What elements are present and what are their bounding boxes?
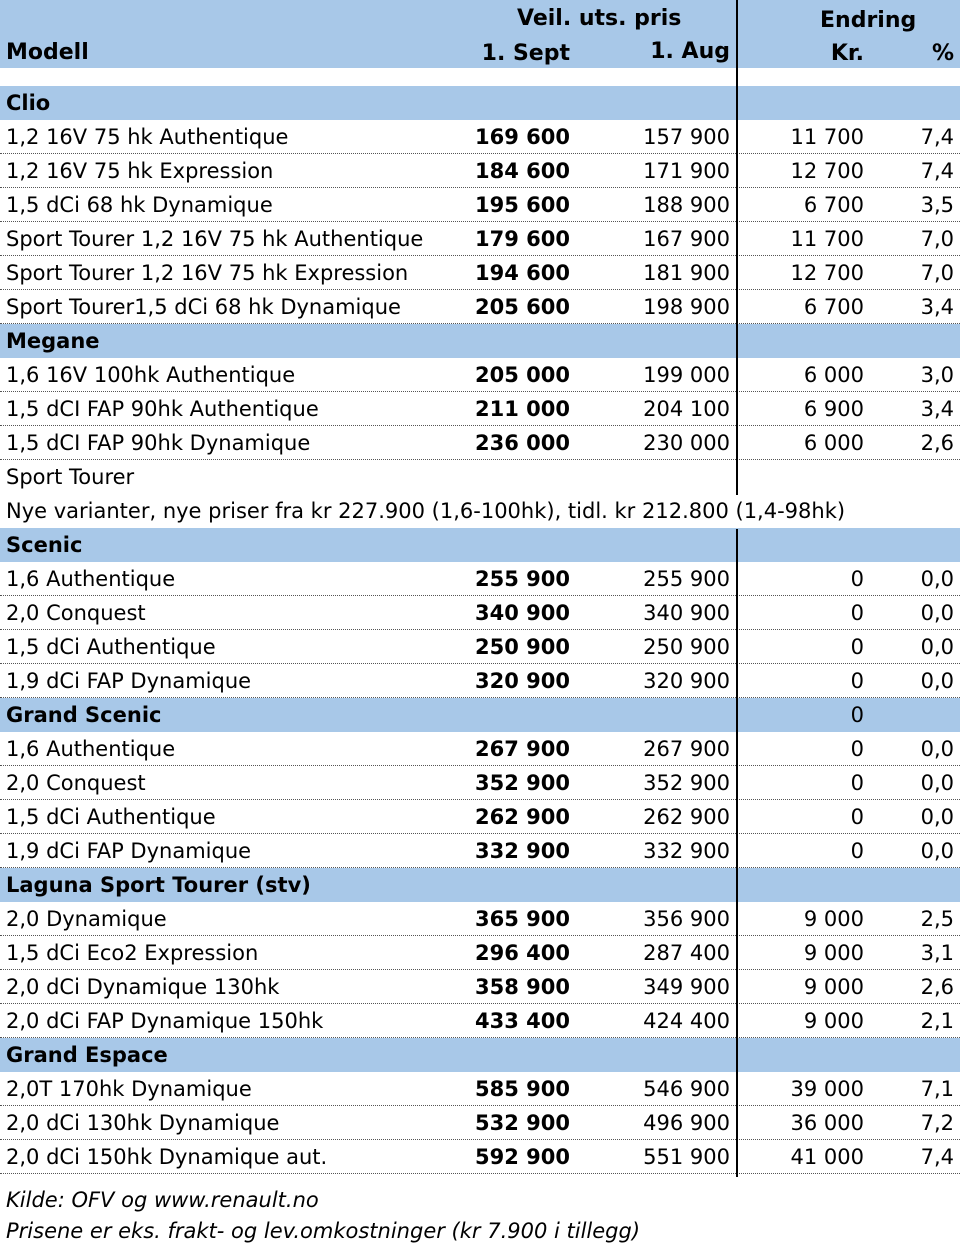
aug-price-cell: 199 000 <box>643 363 730 387</box>
sept-price-cell: 194 600 <box>475 261 570 285</box>
aug-price-cell: 157 900 <box>643 125 730 149</box>
aug-price-cell: 250 900 <box>643 635 730 659</box>
change-pct-cell: 7,1 <box>920 1077 954 1101</box>
table-row <box>0 732 960 766</box>
change-pct-cell: 2,6 <box>920 431 954 455</box>
aug-price-cell: 198 900 <box>643 295 730 319</box>
change-kr-cell: 36 000 <box>790 1111 864 1135</box>
sept-price-cell: 205 600 <box>475 295 570 319</box>
change-pct-cell: 2,1 <box>920 1009 954 1033</box>
sept-price-cell: 365 900 <box>475 907 570 931</box>
sept-price-cell: 296 400 <box>475 941 570 965</box>
table-row <box>0 188 960 222</box>
aug-price-cell: 171 900 <box>643 159 730 183</box>
section-row <box>0 868 960 902</box>
model-cell: 2,0 dCi Dynamique 130hk <box>6 975 280 999</box>
change-pct-cell: 3,4 <box>920 295 954 319</box>
change-pct-cell: 7,0 <box>920 227 954 251</box>
change-pct-cell: 2,5 <box>920 907 954 931</box>
change-pct-cell: 7,2 <box>920 1111 954 1135</box>
table-row <box>0 222 960 256</box>
model-cell: 2,0 Conquest <box>6 601 146 625</box>
sept-price-cell: 340 900 <box>475 601 570 625</box>
change-pct-cell: 0,0 <box>920 737 954 761</box>
source-note: Kilde: OFV og www.renault.no <box>6 1188 319 1212</box>
sept-price-cell: 433 400 <box>475 1009 570 1033</box>
change-group-label: Endring <box>820 8 917 33</box>
change-kr-cell: 39 000 <box>790 1077 864 1101</box>
model-cell: 1,5 dCI FAP 90hk Authentique <box>6 397 319 421</box>
table-row <box>0 1106 960 1140</box>
sept-price-cell: 358 900 <box>475 975 570 999</box>
table-row <box>0 834 960 868</box>
model-cell: 1,9 dCi FAP Dynamique <box>6 839 252 863</box>
model-cell: 2,0 dCi 150hk Dynamique aut. <box>6 1145 328 1169</box>
table-row <box>0 256 960 290</box>
model-column-header: Modell <box>6 40 89 65</box>
model-cell: 1,5 dCi Eco2 Expression <box>6 941 259 965</box>
aug-price-cell: 167 900 <box>643 227 730 251</box>
sept-price-cell: 592 900 <box>475 1145 570 1169</box>
change-kr-cell: 6 700 <box>803 295 864 319</box>
table-row <box>0 562 960 596</box>
table-row <box>0 800 960 834</box>
model-cell: 1,6 16V 100hk Authentique <box>6 363 296 387</box>
table-row <box>0 1072 960 1106</box>
model-cell: Sport Tourer <box>6 465 135 489</box>
sept-price-cell: 332 900 <box>475 839 570 863</box>
sept-price-cell: 262 900 <box>475 805 570 829</box>
sept-price-cell: 585 900 <box>475 1077 570 1101</box>
table-row <box>0 970 960 1004</box>
aug-price-cell: 320 900 <box>643 669 730 693</box>
change-kr-cell: 9 000 <box>803 1009 864 1033</box>
aug-price-cell: 204 100 <box>643 397 730 421</box>
table-row <box>0 460 960 494</box>
change-kr-cell: 0 <box>850 567 864 591</box>
table-row <box>0 426 960 460</box>
model-cell: 1,5 dCi Authentique <box>6 805 216 829</box>
table-row <box>0 936 960 970</box>
table-row <box>0 596 960 630</box>
model-cell: Scenic <box>6 533 83 557</box>
change-kr-cell: 6 000 <box>803 431 864 455</box>
note-row <box>0 494 960 528</box>
sept-price-cell: 179 600 <box>475 227 570 251</box>
table-row <box>0 120 960 154</box>
model-cell: 1,5 dCi 68 hk Dynamique <box>6 193 273 217</box>
change-kr-cell: 6 000 <box>803 363 864 387</box>
change-pct-cell: 0,0 <box>920 771 954 795</box>
change-pct-cell: 7,4 <box>920 125 954 149</box>
aug-price-cell: 551 900 <box>643 1145 730 1169</box>
aug-price-cell: 496 900 <box>643 1111 730 1135</box>
sept-price-cell: 267 900 <box>475 737 570 761</box>
table-row <box>0 630 960 664</box>
section-row <box>0 528 960 562</box>
table-row <box>0 1004 960 1038</box>
change-kr-cell: 0 <box>850 771 864 795</box>
sept-price-cell: 184 600 <box>475 159 570 183</box>
change-kr-cell: 0 <box>850 839 864 863</box>
table-row <box>0 290 960 324</box>
section-row <box>0 86 960 120</box>
change-kr-cell: 11 700 <box>790 125 864 149</box>
change-pct-cell: 3,4 <box>920 397 954 421</box>
aug-price-cell: 546 900 <box>643 1077 730 1101</box>
change-kr-cell: 0 <box>850 703 864 727</box>
cost-note: Prisene er eks. frakt- og lev.omkostninger (kr 7.900 i tillegg) <box>6 1219 641 1243</box>
section-row <box>0 1038 960 1072</box>
sept-price-cell: 211 000 <box>475 397 570 421</box>
model-cell: 1,2 16V 75 hk Expression <box>6 159 274 183</box>
table-row <box>0 664 960 698</box>
model-cell: 1,5 dCI FAP 90hk Dynamique <box>6 431 311 455</box>
change-pct-cell: 3,5 <box>920 193 954 217</box>
aug-price-cell: 356 900 <box>643 907 730 931</box>
price-group-label: Veil. uts. pris <box>517 6 682 31</box>
sept-price-cell: 205 000 <box>475 363 570 387</box>
change-kr-cell: 9 000 <box>803 975 864 999</box>
table-row <box>0 358 960 392</box>
model-cell: 1,2 16V 75 hk Authentique <box>6 125 289 149</box>
change-kr-cell: 41 000 <box>790 1145 864 1169</box>
change-pct-cell: 0,0 <box>920 805 954 829</box>
sept-price-cell: 195 600 <box>475 193 570 217</box>
column-divider <box>736 0 738 495</box>
pct-column-header: % <box>931 41 954 66</box>
change-pct-cell: 7,4 <box>920 1145 954 1169</box>
change-kr-cell: 0 <box>850 805 864 829</box>
change-kr-cell: 12 700 <box>790 159 864 183</box>
model-cell: 1,9 dCi FAP Dynamique <box>6 669 252 693</box>
model-cell: 2,0T 170hk Dynamique <box>6 1077 252 1101</box>
column-divider <box>736 529 738 1177</box>
change-kr-cell: 0 <box>850 669 864 693</box>
aug-price-cell: 267 900 <box>643 737 730 761</box>
model-cell: 1,5 dCi Authentique <box>6 635 216 659</box>
aug-price-cell: 188 900 <box>643 193 730 217</box>
model-cell: 2,0 Conquest <box>6 771 146 795</box>
change-pct-cell: 0,0 <box>920 567 954 591</box>
table-row <box>0 766 960 800</box>
sept-price-cell: 255 900 <box>475 567 570 591</box>
change-kr-cell: 0 <box>850 737 864 761</box>
model-cell: 2,0 dCi FAP Dynamique 150hk <box>6 1009 324 1033</box>
table-header <box>0 0 960 68</box>
change-kr-cell: 9 000 <box>803 941 864 965</box>
table-row <box>0 154 960 188</box>
aug-price-cell: 287 400 <box>643 941 730 965</box>
change-pct-cell: 0,0 <box>920 601 954 625</box>
aug-price-cell: 255 900 <box>643 567 730 591</box>
sept-price-cell: 532 900 <box>475 1111 570 1135</box>
change-kr-cell: 0 <box>850 635 864 659</box>
model-cell: 2,0 Dynamique <box>6 907 167 931</box>
aug-price-cell: 424 400 <box>643 1009 730 1033</box>
model-cell: Grand Scenic <box>6 703 162 727</box>
aug-column-header: 1. Aug <box>650 39 730 64</box>
model-cell: Clio <box>6 91 51 115</box>
change-pct-cell: 7,0 <box>920 261 954 285</box>
aug-price-cell: 181 900 <box>643 261 730 285</box>
sept-price-cell: 320 900 <box>475 669 570 693</box>
model-cell: Sport Tourer1,5 dCi 68 hk Dynamique <box>6 295 401 319</box>
model-cell: Grand Espace <box>6 1043 168 1067</box>
kr-column-header: Kr. <box>830 41 864 66</box>
aug-price-cell: 349 900 <box>643 975 730 999</box>
table-row <box>0 902 960 936</box>
model-cell: Sport Tourer 1,2 16V 75 hk Authentique <box>6 227 424 251</box>
table-row <box>0 1140 960 1174</box>
section-row <box>0 698 960 732</box>
change-pct-cell: 0,0 <box>920 669 954 693</box>
sept-price-cell: 250 900 <box>475 635 570 659</box>
model-cell: Laguna Sport Tourer (stv) <box>6 873 311 897</box>
change-pct-cell: 2,6 <box>920 975 954 999</box>
change-pct-cell: 0,0 <box>920 839 954 863</box>
change-kr-cell: 0 <box>850 601 864 625</box>
sept-price-cell: 169 600 <box>475 125 570 149</box>
model-cell: Sport Tourer 1,2 16V 75 hk Expression <box>6 261 409 285</box>
change-kr-cell: 9 000 <box>803 907 864 931</box>
model-cell: Megane <box>6 329 100 353</box>
sept-price-cell: 236 000 <box>475 431 570 455</box>
change-pct-cell: 3,1 <box>920 941 954 965</box>
change-pct-cell: 7,4 <box>920 159 954 183</box>
aug-price-cell: 332 900 <box>643 839 730 863</box>
change-kr-cell: 6 700 <box>803 193 864 217</box>
change-pct-cell: 3,0 <box>920 363 954 387</box>
change-kr-cell: 6 900 <box>803 397 864 421</box>
change-kr-cell: 12 700 <box>790 261 864 285</box>
section-row <box>0 324 960 358</box>
sept-column-header: 1. Sept <box>481 41 570 66</box>
model-cell: 1,6 Authentique <box>6 567 176 591</box>
aug-price-cell: 340 900 <box>643 601 730 625</box>
table-row <box>0 392 960 426</box>
model-cell: Nye varianter, nye priser fra kr 227.900 (1,6-100hk), tidl. kr 212.800 (1,4-98hk) <box>6 499 846 523</box>
sept-price-cell: 352 900 <box>475 771 570 795</box>
aug-price-cell: 352 900 <box>643 771 730 795</box>
model-cell: 1,6 Authentique <box>6 737 176 761</box>
aug-price-cell: 230 000 <box>643 431 730 455</box>
model-cell: 2,0 dCi 130hk Dynamique <box>6 1111 280 1135</box>
change-pct-cell: 0,0 <box>920 635 954 659</box>
change-kr-cell: 11 700 <box>790 227 864 251</box>
aug-price-cell: 262 900 <box>643 805 730 829</box>
